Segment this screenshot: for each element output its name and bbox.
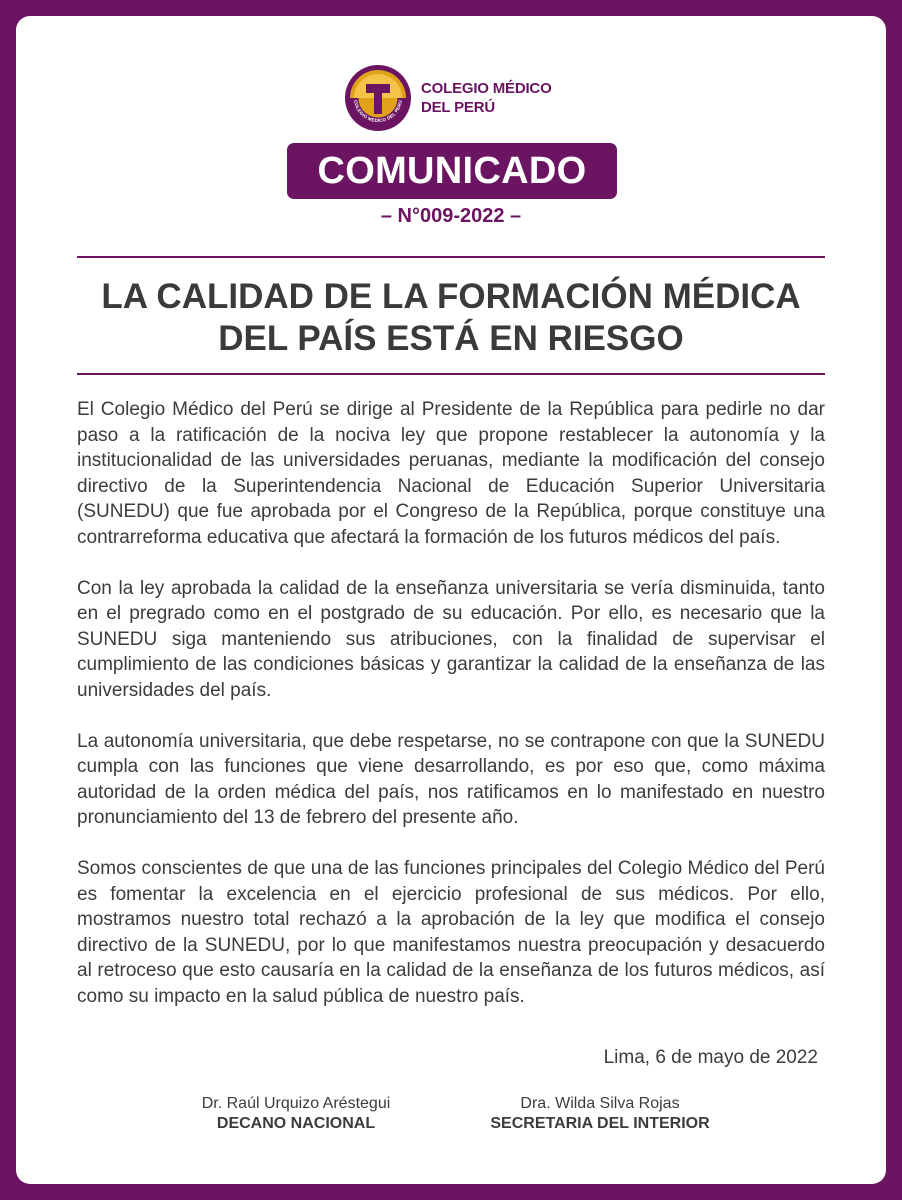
signature-role: DECANO NACIONAL <box>216 1115 376 1132</box>
body-paragraph-2: Con la ley aprobada la calidad de la enseñanza universitaria se vería disminuida, tanto en el pregrado como en el postgrado de su educación. Por ello, es necesario que la SUNEDU siga manteniendo sus atribuciones, con la finalidad de supervisar el cumplimiento de las condiciones básicas y garantizar la calidad de la enseñanza de las universidades del país. <box>77 577 825 701</box>
seal-ring-text: COLEGIO MEDICO DEL PERU <box>353 99 403 124</box>
signature-decano <box>163 1094 429 1134</box>
communique-title: COMUNICADO <box>287 143 617 199</box>
top-divider <box>77 256 825 258</box>
logo-line-1: COLEGIO MÉDICO <box>421 80 552 97</box>
headline-line-1: LA CALIDAD DE LA FORMACIÓN MÉDICA <box>101 277 801 316</box>
logo <box>344 64 574 134</box>
date-line: Lima, 6 de mayo de 2022 <box>603 1047 818 1068</box>
headline <box>60 276 842 360</box>
signature-secretaria <box>467 1094 733 1134</box>
logo-line-2: DEL PERÚ <box>421 99 495 116</box>
headline-divider <box>77 373 825 375</box>
signature-name: Dr. Raúl Urquizo Aréstegui <box>201 1095 391 1112</box>
logo-wordmark <box>421 79 552 117</box>
signature-name: Dra. Wilda Silva Rojas <box>520 1095 680 1112</box>
body-paragraph-1: El Colegio Médico del Perú se dirige al Presidente de la República para pedirle no dar paso a la ratificación de la nociva ley que propone restablecer la autonomía y la institucionalidad de las universidades peruanas, mediante la modificación del consejo directivo de la Superintendencia Nacional de Educación Superior Universitaria (SUNEDU) que fue aprobada por el Congreso de la República, porque constituye una contrarreforma educativa que afectará la formación de los futuros médicos del país. <box>77 399 825 548</box>
signature-role: SECRETARIA DEL INTERIOR <box>490 1115 710 1132</box>
body-paragraph-3: La autonomía universitaria, que debe respetarse, no se contrapone con que la SUNEDU cumpla con las funciones que viene desarrollando, es por eso que, como máxima autoridad de la orden médica del país, nos ratificamos en lo manifestado en nuestro pronunciamiento del 13 de febrero del presente año. <box>77 730 825 828</box>
communique-number: – N°009-2022 – <box>380 205 522 227</box>
communique-body <box>77 397 825 1035</box>
body-paragraph-4: Somos conscientes de que una de las funciones principales del Colegio Médico del Perú es fomentar la excelencia en el ejercicio profesional de sus médicos. Por ello, mostramos nuestro total rechazó a la aprobación de la ley que modifica el consejo directivo de la SUNEDU, por lo que manifestamos nuestra preocupación y desacuerdo al retroceso que esto causaría en la calidad de la enseñanza de los futuros médicos, así como su impacto en la salud pública de nuestro país. <box>77 858 825 1007</box>
colegio-medico-seal-icon <box>344 64 412 132</box>
headline-line-2: DEL PAÍS ESTÁ EN RIESGO <box>218 319 684 358</box>
